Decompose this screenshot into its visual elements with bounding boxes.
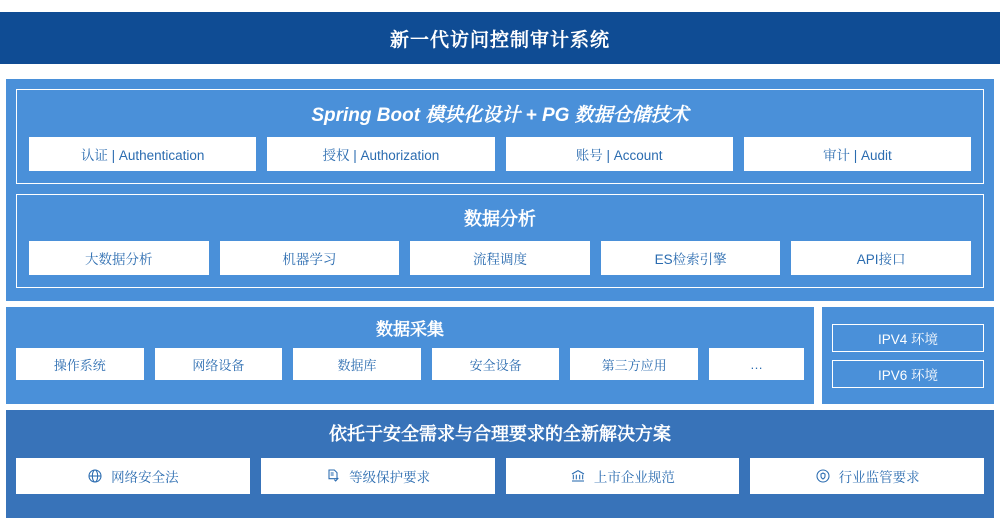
solution-item-cybersecurity-law[interactable]: [16, 458, 250, 494]
environment-item-ipv4[interactable]: IPV4 环境: [832, 324, 984, 352]
core-chip-row: [29, 137, 971, 171]
solution-item-classified-protection[interactable]: [261, 458, 495, 494]
page-title-bar: [0, 12, 1000, 64]
solution-section: [6, 410, 994, 518]
collection-section: [6, 307, 994, 404]
solution-item-label: 等级保护要求: [349, 470, 431, 485]
analysis-panel: [16, 194, 984, 288]
shield-check-icon: [815, 468, 831, 484]
analysis-panel-heading: 数据分析: [464, 209, 536, 229]
collection-item-more[interactable]: …: [709, 348, 804, 380]
collection-item-network-device[interactable]: 网络设备: [155, 348, 283, 380]
collection-item-database[interactable]: 数据库: [293, 348, 421, 380]
core-item-authorization[interactable]: 授权 | Authorization: [267, 137, 494, 171]
collection-heading: 数据采集: [376, 320, 444, 339]
core-item-audit[interactable]: 审计 | Audit: [744, 137, 971, 171]
core-item-authentication[interactable]: 认证 | Authentication: [29, 137, 256, 171]
collection-main-panel: [6, 307, 814, 404]
core-panel: [16, 89, 984, 184]
environment-item-ipv6[interactable]: IPV6 环境: [832, 360, 984, 388]
bank-icon: [570, 468, 586, 484]
solution-item-industry-regulation[interactable]: [750, 458, 984, 494]
collection-chip-row: [16, 348, 804, 380]
core-panel-heading: Spring Boot 模块化设计 + PG 数据仓储技术: [311, 105, 689, 126]
solution-heading: 依托于安全需求与合理要求的全新解决方案: [329, 424, 671, 444]
platform-section: [6, 79, 994, 301]
analysis-item-scheduling[interactable]: 流程调度: [410, 241, 590, 275]
analysis-item-ml[interactable]: 机器学习: [220, 241, 400, 275]
solution-item-label: 行业监管要求: [838, 470, 920, 485]
solution-item-label: 网络安全法: [111, 470, 179, 485]
collection-item-third-party-app[interactable]: 第三方应用: [570, 348, 698, 380]
document-check-icon: [325, 468, 341, 484]
analysis-item-api[interactable]: API接口: [791, 241, 971, 275]
core-item-account[interactable]: 账号 | Account: [506, 137, 733, 171]
collection-item-os[interactable]: 操作系统: [16, 348, 144, 380]
analysis-item-es[interactable]: ES检索引擎: [601, 241, 781, 275]
collection-item-security-device[interactable]: 安全设备: [432, 348, 560, 380]
solution-item-listed-company-standard[interactable]: [506, 458, 740, 494]
solution-chip-row: [16, 458, 984, 494]
panel-divider: [16, 184, 984, 194]
solution-item-label: 上市企业规范: [593, 470, 675, 485]
environment-panel: [822, 307, 994, 404]
analysis-chip-row: [29, 241, 971, 275]
globe-icon: [87, 468, 103, 484]
analysis-item-bigdata[interactable]: 大数据分析: [29, 241, 209, 275]
page-title: 新一代访问控制审计系统: [389, 29, 610, 51]
